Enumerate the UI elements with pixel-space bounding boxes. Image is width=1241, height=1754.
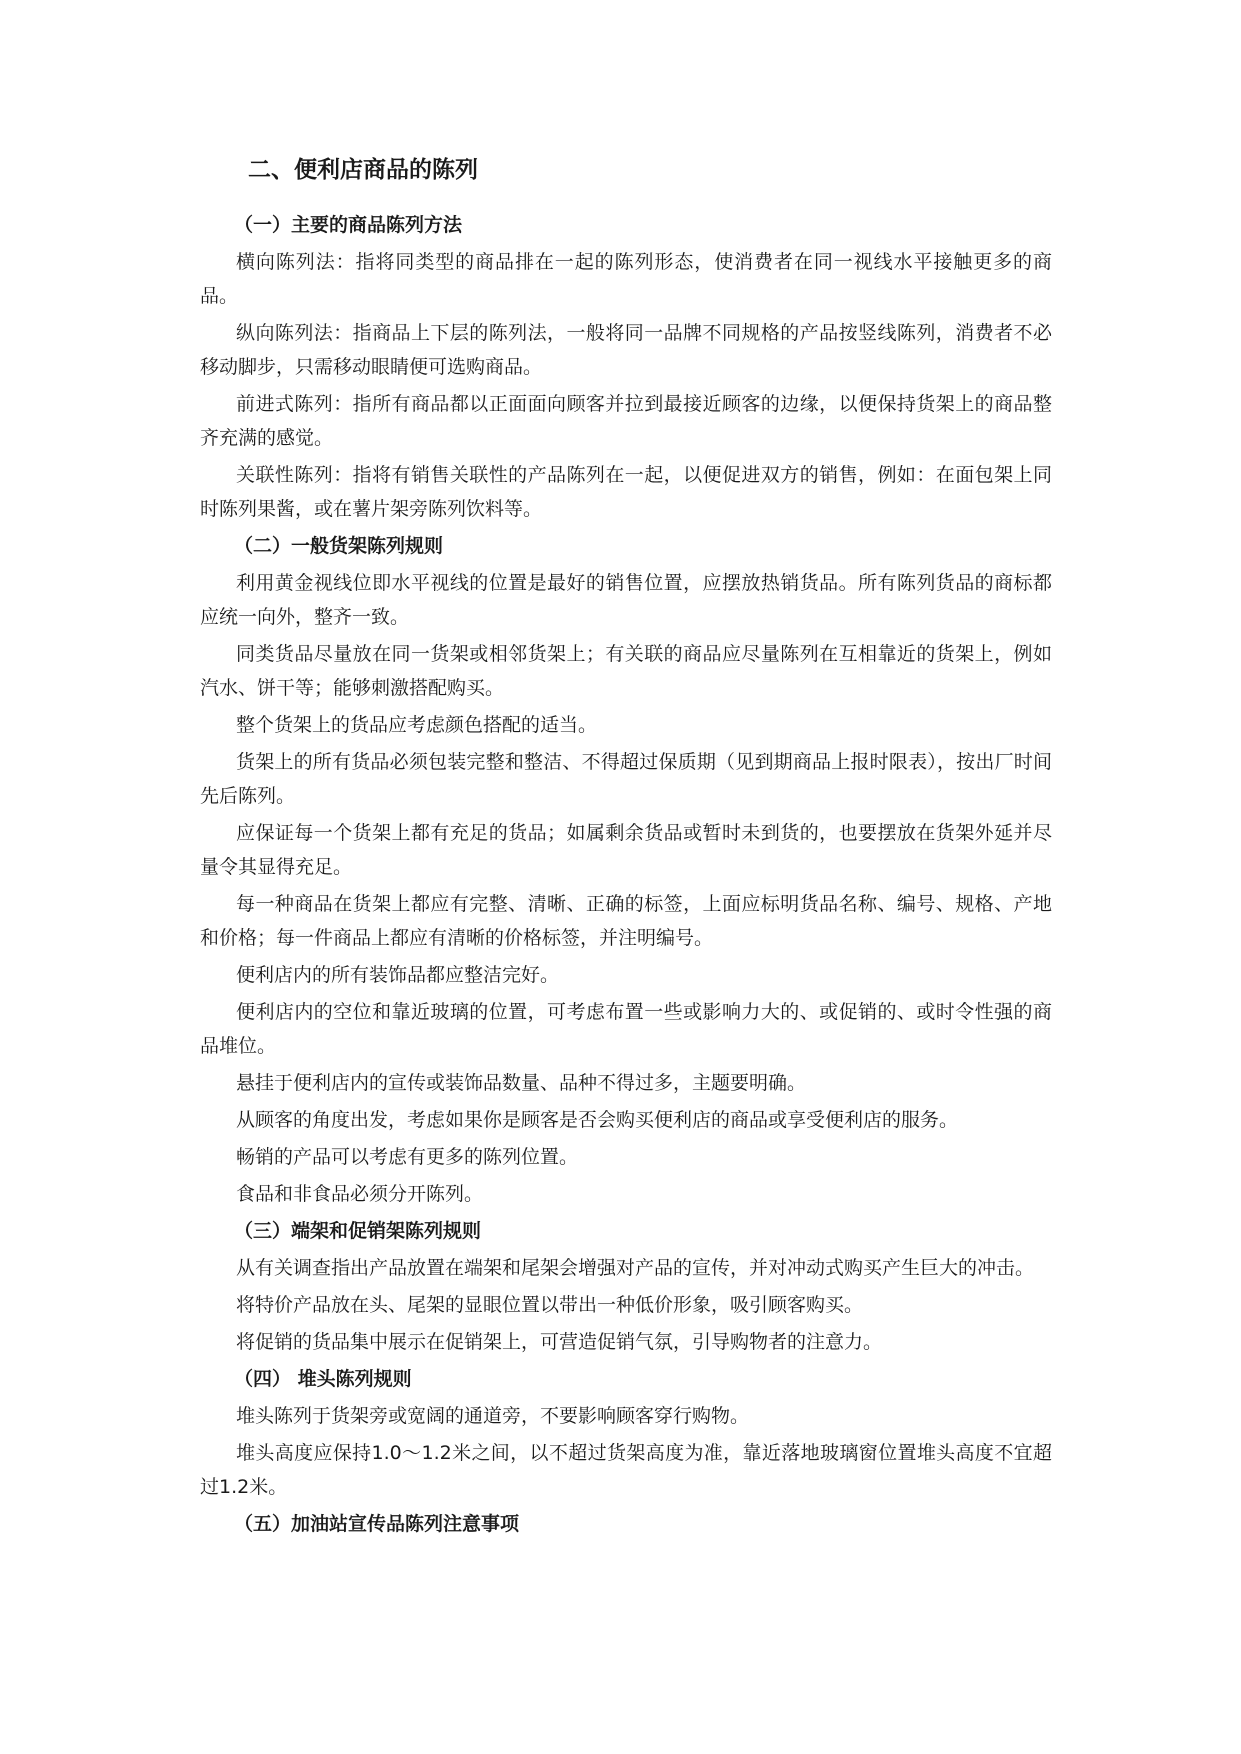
paragraph: 从有关调查指出产品放置在端架和尾架会增强对产品的宣传，并对冲动式购买产生巨大的冲击。 <box>236 1257 1035 1279</box>
paragraph: 前进式陈列：指所有商品都以正面面向顾客并拉到最接近顾客的边缘，以便保持货架上的商品整齐充满的感觉。 <box>200 393 1052 449</box>
document-body <box>200 152 1052 1544</box>
paragraph: 整个货架上的货品应考虑颜色搭配的适当。 <box>236 714 598 736</box>
paragraph: 关联性陈列：指将有销售关联性的产品陈列在一起，以便促进双方的销售，例如：在面包架上同时陈列果酱，或在薯片架旁陈列饮料等。 <box>200 464 1052 520</box>
paragraph: 应保证每一个货架上都有充足的货品；如属剩余货品或暂时未到货的，也要摆放在货架外延并尽量令其显得充足。 <box>200 822 1052 878</box>
page-title: 二、便利店商品的陈列 <box>248 157 478 183</box>
section-heading: （三）端架和促销架陈列规则 <box>234 1220 482 1242</box>
paragraph: 食品和非食品必须分开陈列。 <box>236 1183 484 1205</box>
paragraph: 堆头高度应保持1.0～1.2米之间，以不超过货架高度为准，靠近落地玻璃窗位置堆头高度不宜超过1.2米。 <box>200 1442 1052 1498</box>
paragraph: 纵向陈列法：指商品上下层的陈列法，一般将同一品牌不同规格的产品按竖线陈列，消费者不必移动脚步，只需移动眼睛便可选购商品。 <box>200 322 1052 378</box>
paragraph: 每一种商品在货架上都应有完整、清晰、正确的标签，上面应标明货品名称、编号、规格、产地和价格；每一件商品上都应有清晰的价格标签，并注明编号。 <box>200 893 1052 949</box>
paragraph: 同类货品尽量放在同一货架或相邻货架上；有关联的商品应尽量陈列在互相靠近的货架上，例如汽水、饼干等；能够刺激搭配购买。 <box>200 643 1052 699</box>
paragraph: 将特价产品放在头、尾架的显眼位置以带出一种低价形象，吸引顾客购买。 <box>236 1294 864 1316</box>
paragraph: 堆头陈列于货架旁或宽阔的通道旁，不要影响顾客穿行购物。 <box>236 1405 750 1427</box>
paragraph: 悬挂于便利店内的宣传或装饰品数量、品种不得过多，主题要明确。 <box>236 1072 807 1094</box>
paragraph: 畅销的产品可以考虑有更多的陈列位置。 <box>236 1146 579 1168</box>
paragraph: 横向陈列法：指将同类型的商品排在一起的陈列形态，使消费者在同一视线水平接触更多的商品。 <box>200 251 1052 307</box>
paragraph: 便利店内的所有装饰品都应整洁完好。 <box>236 964 560 986</box>
section-heading: （一）主要的商品陈列方法 <box>234 214 463 236</box>
section-heading: （四） 堆头陈列规则 <box>234 1368 412 1390</box>
paragraph: 便利店内的空位和靠近玻璃的位置，可考虑布置一些或影响力大的、或促销的、或时令性强的商品堆位。 <box>200 1001 1052 1057</box>
paragraph: 利用黄金视线位即水平视线的位置是最好的销售位置，应摆放热销货品。所有陈列货品的商标都应统一向外，整齐一致。 <box>200 572 1052 628</box>
section-heading: （二）一般货架陈列规则 <box>234 535 444 557</box>
paragraph: 将促销的货品集中展示在促销架上，可营造促销气氛，引导购物者的注意力。 <box>236 1331 883 1353</box>
paragraph: 货架上的所有货品必须包装完整和整洁、不得超过保质期（见到期商品上报时限表），按出厂时间先后陈列。 <box>200 751 1052 807</box>
section-heading: （五）加油站宣传品陈列注意事项 <box>234 1513 520 1535</box>
paragraph: 从顾客的角度出发，考虑如果你是顾客是否会购买便利店的商品或享受便利店的服务。 <box>236 1109 959 1131</box>
